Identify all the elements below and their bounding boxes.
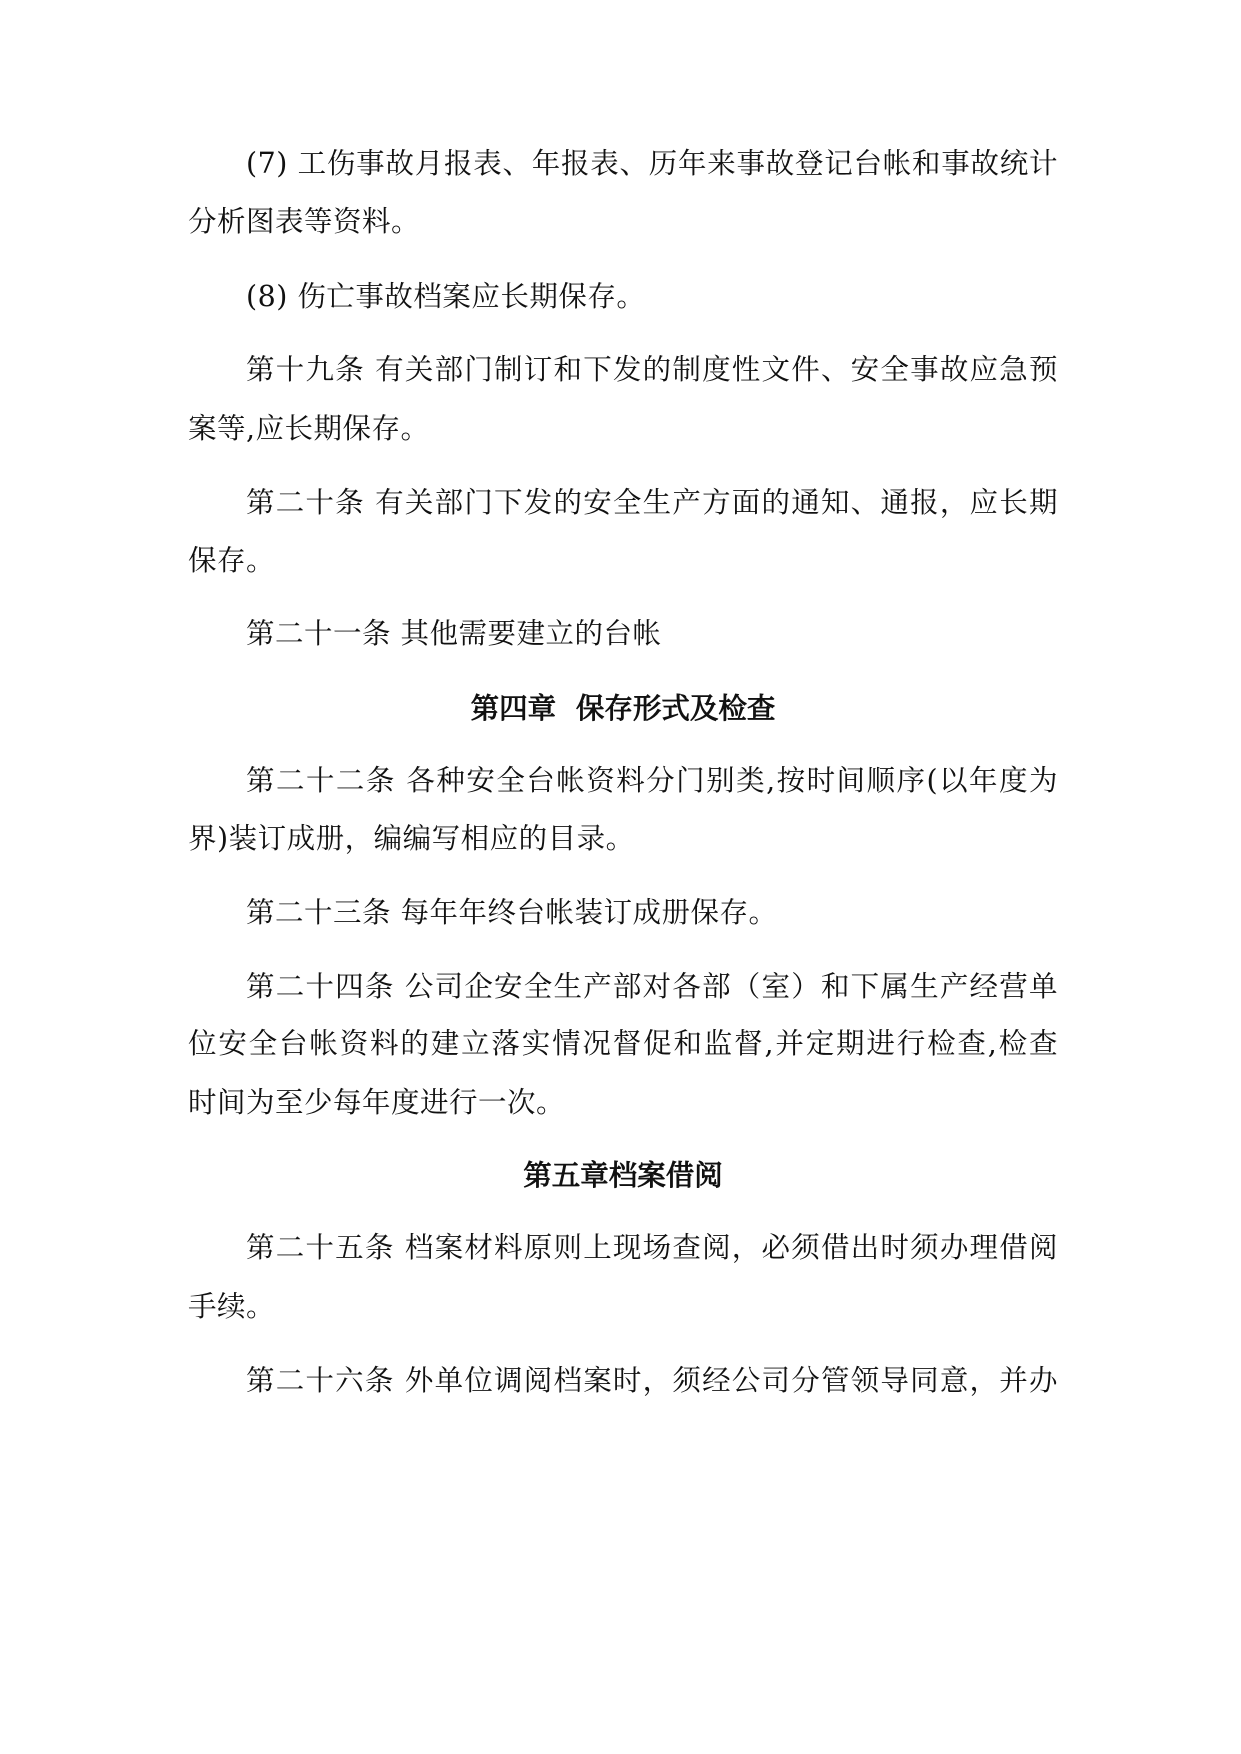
article-24-line-2: 位安全台帐资料的建立落实情况督促和监督,并定期进行检查,检查 bbox=[188, 1027, 1058, 1060]
article-22-line-2: 界)装订成册，编编写相应的目录。 bbox=[188, 822, 635, 855]
article-19-line-1: 第十九条 有关部门制订和下发的制度性文件、安全事故应急预 bbox=[246, 353, 1058, 386]
article-24-line-1: 第二十四条 公司企安全生产部对各部（室）和下属生产经营单 bbox=[246, 970, 1058, 1003]
article-26-line-1: 第二十六条 外单位调阅档案时，须经公司分管领导同意，并办 bbox=[246, 1364, 1058, 1397]
article-22-line-1: 第二十二条 各种安全台帐资料分门别类,按时间顺序(以年度为 bbox=[246, 764, 1058, 797]
item-8: (8) 伤亡事故档案应长期保存。 bbox=[246, 280, 646, 313]
article-23: 第二十三条 每年年终台帐装订成册保存。 bbox=[246, 896, 778, 929]
article-21: 第二十一条 其他需要建立的台帐 bbox=[246, 617, 662, 650]
article-24-line-3: 时间为至少每年度进行一次。 bbox=[188, 1086, 566, 1119]
item-7-line-2: 分析图表等资料。 bbox=[188, 205, 421, 238]
item-7-line-1: (7) 工伤事故月报表、年报表、历年来事故登记台帐和事故统计 bbox=[246, 147, 1058, 180]
article-25-line-1: 第二十五条 档案材料原则上现场查阅，必须借出时须办理借阅 bbox=[246, 1231, 1058, 1264]
article-20-line-2: 保存。 bbox=[188, 544, 276, 577]
article-25-line-2: 手续。 bbox=[188, 1290, 276, 1323]
article-19-line-2: 案等,应长期保存。 bbox=[188, 412, 430, 445]
article-20-line-1: 第二十条 有关部门下发的安全生产方面的通知、通报，应长期 bbox=[246, 486, 1058, 519]
chapter-5-heading: 第五章档案借阅 bbox=[523, 1158, 723, 1192]
chapter-4-heading: 第四章 保存形式及检查 bbox=[470, 691, 776, 725]
